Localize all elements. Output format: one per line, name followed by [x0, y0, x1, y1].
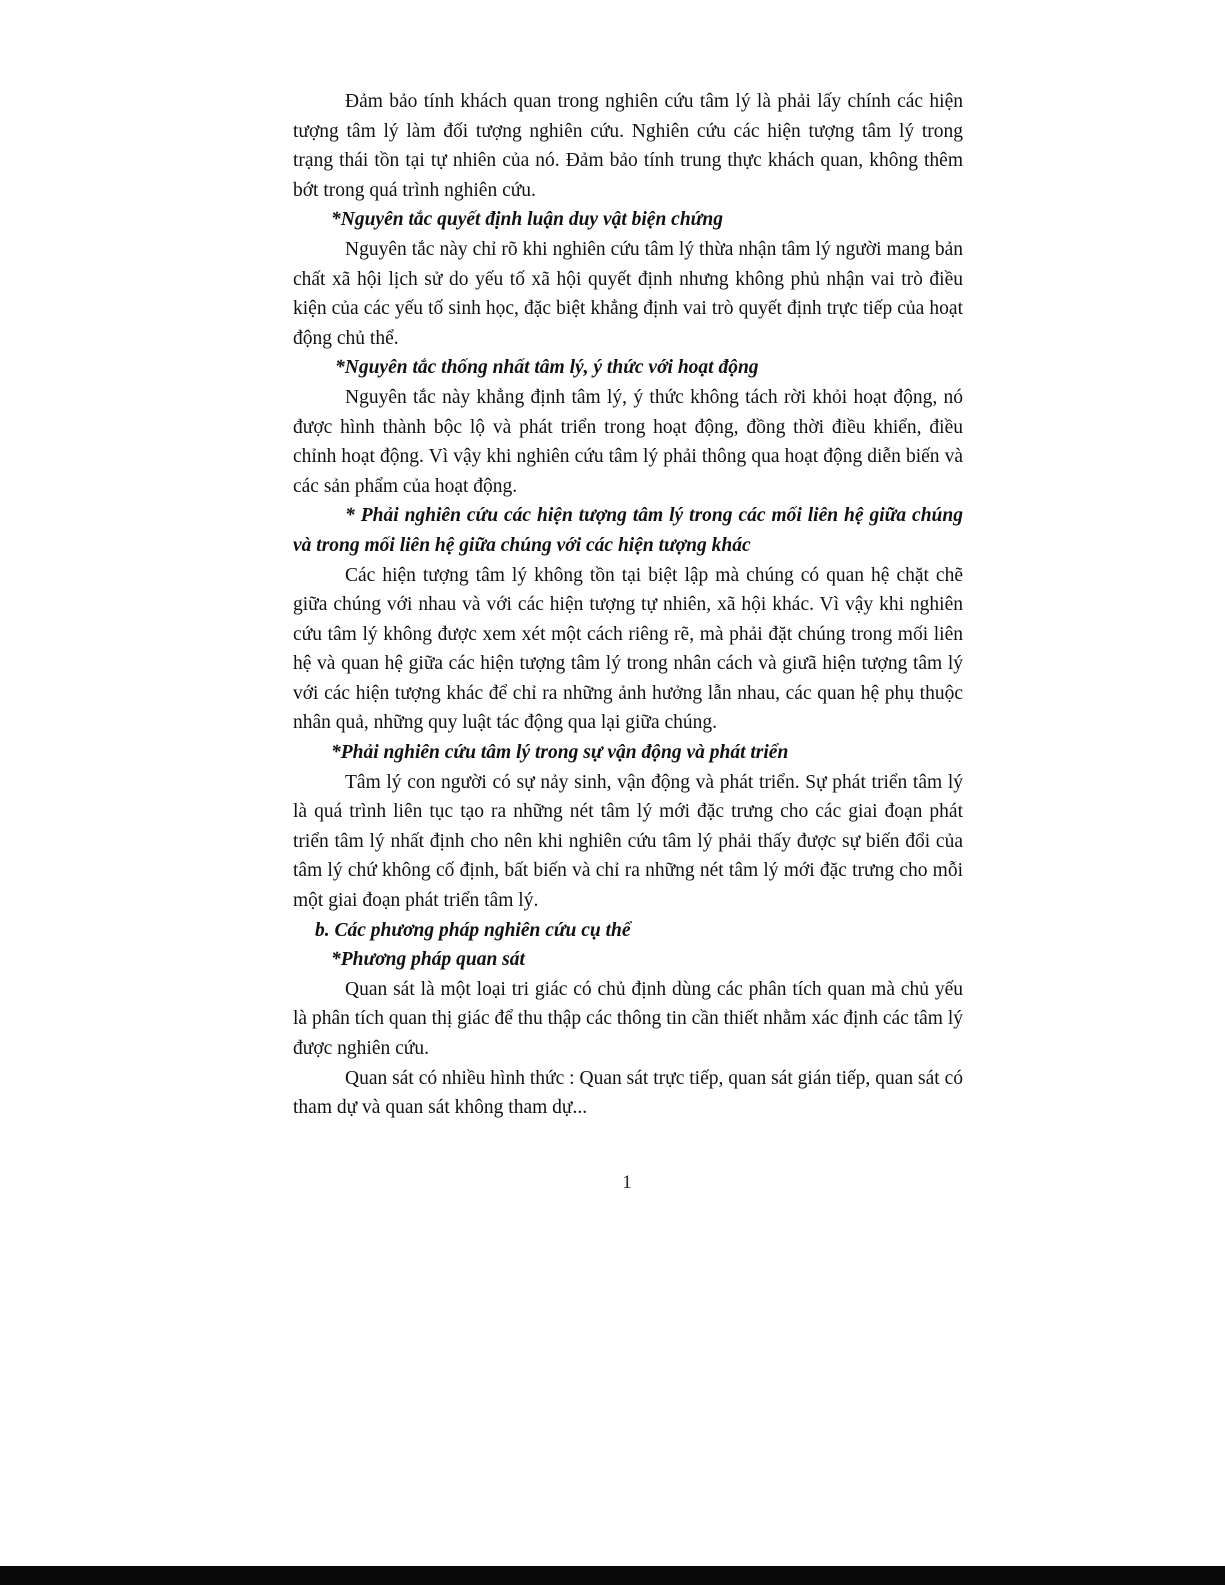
paragraph-unity-psyche-activity: Nguyên tắc này khẳng định tâm lý, ý thức không tách rời khỏi hoạt động, nó được hình thành bộc lộ và phát triển trong hoạt động, đồng thời điều khiển, điều chỉnh hoạt động. Vì vậy khi nghiên cứu tâm lý phải thông qua hoạt động diễn biến và các sản phẩm của hoạt động.	[293, 386, 963, 497]
paragraph-objectivity: Đảm bảo tính khách quan trong nghiên cứu tâm lý là phải lấy chính các hiện tượng tâm lý làm đối tượng nghiên cứu. Nghiên cứu các hiện tượng tâm lý trong trạng thái tồn tại tự nhiên của nó. Đảm bảo tính trung thực khách quan, không thêm bớt trong quá trình nghiên cứu.	[293, 91, 963, 201]
paragraph-interrelations: Các hiện tượng tâm lý không tồn tại biệt lập mà chúng có quan hệ chặt chẽ giữa chúng với nhau và với các hiện tượng tự nhiên, xã hội khác. Vì vậy khi nghiên cứu tâm lý không được xem xét một cách riêng rẽ, mà phải đặt chúng trong mối liên hệ và quan hệ giữa các hiện tượng tâm lý trong nhân cách và giưã hiện tượng tâm lý với các hiện tượng khác để chỉ ra những ảnh hưởng lẫn nhau, các quan hệ phụ thuộc nhân quả, những quy luật tác động qua lại giữa chúng.	[293, 564, 963, 734]
heading-unity-psyche-activity: *Nguyên tắc thống nhất tâm lý, ý thức với hoạt động	[335, 357, 759, 379]
heading-observation-method: *Phương pháp quan sát	[331, 949, 525, 971]
paragraph-dialectical-determinism: Nguyên tắc này chỉ rõ khi nghiên cứu tâm lý thừa nhận tâm lý người mang bản chất xã hội lịch sử do yếu tố xã hội quyết định nhưng không phủ nhận vai trò điều kiện của các yếu tố sinh học, đặc biệt khẳng định vai trò quyết định trực tiếp của hoạt động chủ thể.	[293, 238, 963, 349]
heading-development: *Phải nghiên cứu tâm lý trong sự vận động và phát triển	[331, 742, 789, 764]
bottom-border-bar	[0, 1566, 1225, 1585]
paragraph-development: Tâm lý con người có sự nảy sinh, vận động và phát triển. Sự phát triển tâm lý là quá trình liên tục tạo ra những nét tâm lý mới đặc trưng cho các giai đoạn phát triển tâm lý nhất định cho nên khi nghiên cứu tâm lý phải thấy được sự biến đổi của tâm lý chứ không cố định, bất biến và chỉ ra những nét tâm lý mới đặc trưng cho mỗi một giai đoạn phát triển tâm lý.	[293, 771, 963, 912]
paragraph-observation-definition: Quan sát là một loại tri giác có chủ định dùng các phân tích quan mà chủ yếu là phân tích quan thị giác để thu thập các thông tin cần thiết nhằm xác định các tâm lý được nghiên cứu.	[293, 978, 963, 1059]
heading-interrelations: * Phải nghiên cứu các hiện tượng tâm lý trong các mối liên hệ giữa chúng và trong mối liên hệ giữa chúng với các hiện tượng khác	[293, 505, 963, 556]
section-heading-methods: b. Các phương pháp nghiên cứu cụ thể	[315, 919, 631, 941]
paragraph-observation-forms: Quan sát có nhiều hình thức : Quan sát trực tiếp, quan sát gián tiếp, quan sát có tham dự và quan sát không tham dự...	[293, 1067, 963, 1119]
page-number: 1	[622, 1172, 632, 1193]
document-body	[293, 87, 963, 1123]
heading-dialectical-determinism: *Nguyên tắc quyết định luận duy vật biện chứng	[331, 209, 723, 231]
